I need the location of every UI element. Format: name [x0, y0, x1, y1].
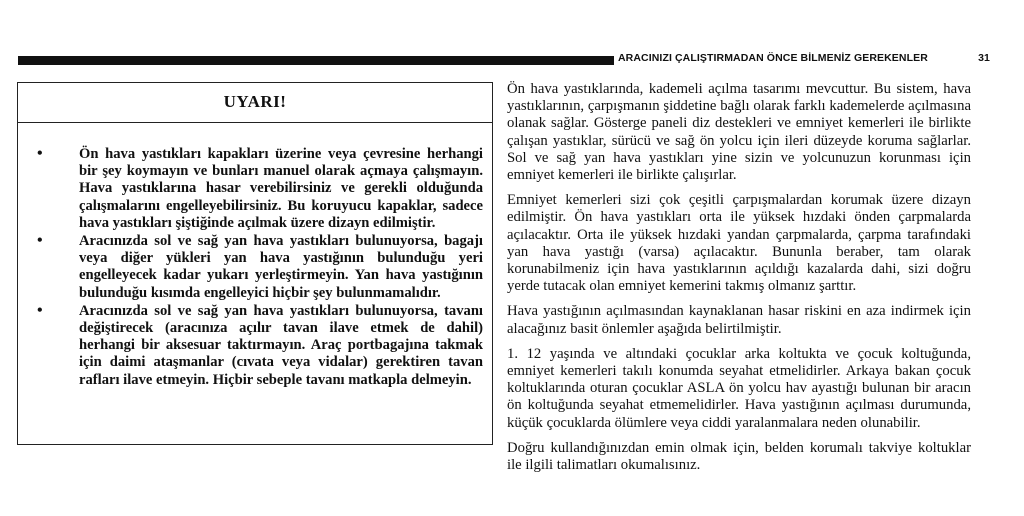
warning-header [18, 83, 492, 123]
paragraph: Doğru kullandığınızdan emin olmak için, belden korumalı takviye koltuklar ile ilgili talimatları okumalısınız. [507, 439, 971, 474]
header-rule [18, 56, 614, 65]
bullet-icon: • [37, 301, 43, 319]
warning-item-text: Aracınızda sol ve sağ yan hava yastıkları bulunuyorsa, tavanı değiştirecek (aracınıza açılır tavan ilave etmek de dahil) herhangi bir aksesuar taktırmayın. Araç portbagajına takmak için daimi ataşmanlar (cıvata veya vidalar) gerektiren tavan rafları ilave etmeyin. Hiçbir sebeple tavanı matkapla delmeyin. [79, 302, 483, 388]
warning-title: UYARI! [223, 92, 287, 111]
warning-item-text: Ön hava yastıkları kapakları üzerine veya çevresine herhangi bir şey koymayın ve bunları manuel olarak açmaya çalışmayın. Hava yastıklarına hasar verebilirsiniz ve gerekli olduğunda çalışmalarını engelleyebilirsiniz. Bu koruyucu kapaklar, sadece hava yastıkları şiştiğinde açılmak üzere dizayn edilmiştir. [79, 146, 483, 231]
warning-item-text: Aracınızda sol ve sağ yan hava yastıkları bulunuyorsa, bagajı veya diğer yükleri yan hava yastığının bulunduğu yeri engelleyecek kadar yukarı yerleştirmeyin. Yan hava yastığının bulunduğu kısımda engelleyici hiçbir şey bulunmamalıdır. [79, 233, 483, 301]
bullet-icon: • [37, 145, 43, 162]
paragraph: Hava yastığının açılmasından kaynaklanan hasar riskini en aza indirmek için alacağınız basit önlemler aşağıda belirtilmiştir. [507, 303, 971, 337]
page-number: 31 [978, 52, 990, 64]
paragraph: Ön hava yastıklarında, kademeli açılma tasarımı mevcuttur. Bu sistem, hava yastıklarının, çarpışmanın şiddetine bağlı olarak farklı kademelerde açılmasına olanak sağlar. Gösterge paneli diz destekleri ve emniyet kemerleri ile birlikte çalışan yastıklar, sürücü ve sağ ön yolcu için ileri düzeyde koruma sağlarlar. Sol ve sağ yan hava yastıkları yine sizin ve yolcunuzun korunması için emniyet kemerleri ile birlikte çalışırlar. [507, 81, 971, 184]
section-title: ARACINIZI ÇALIŞTIRMADAN ÖNCE BİLMENİZ GEREKENLER [618, 52, 928, 64]
paragraph: Emniyet kemerleri sizi çok çeşitli çarpışmalardan korumak üzere dizayn edilmiştir. Ön hava yastıkları orta ile yüksek hızdaki önden çarpmalarda açılacaktır. Orta ile yüksek hızdaki yandan çarpmalarda, çarpma tarafındaki yan hava yastığı (varsa) açılacaktır. Bununla beraber, tam olarak korunabilmeniz için hava yastıklarının açıldığı kazalarda dahi, sizi doğru yerde tutacak olan emniyet kemerini takmış olmanız şarttır. [507, 192, 971, 295]
bullet-icon: • [37, 232, 43, 250]
warning-item [37, 303, 483, 389]
body-text [507, 81, 971, 482]
paragraph: 1. 12 yaşında ve altındaki çocuklar arka koltukta ve çocuk koltuğunda, emniyet kemerleri takılı konumda seyahat etmelidirler. Arkaya bakan çocuk koltuklarında oturan çocuklar ASLA ön yolcu hav ayastığı bulunan bir aracın ön koltuğunda seyahat etmemelidirler. Hava yastığının açılması durumunda, küçük çocuklarda ölümlere veya ciddi yaralanmalara neden olunabilir. [507, 345, 971, 431]
warning-list [37, 146, 483, 390]
running-header [618, 52, 990, 64]
warning-item [37, 146, 483, 232]
warning-item [37, 233, 483, 302]
